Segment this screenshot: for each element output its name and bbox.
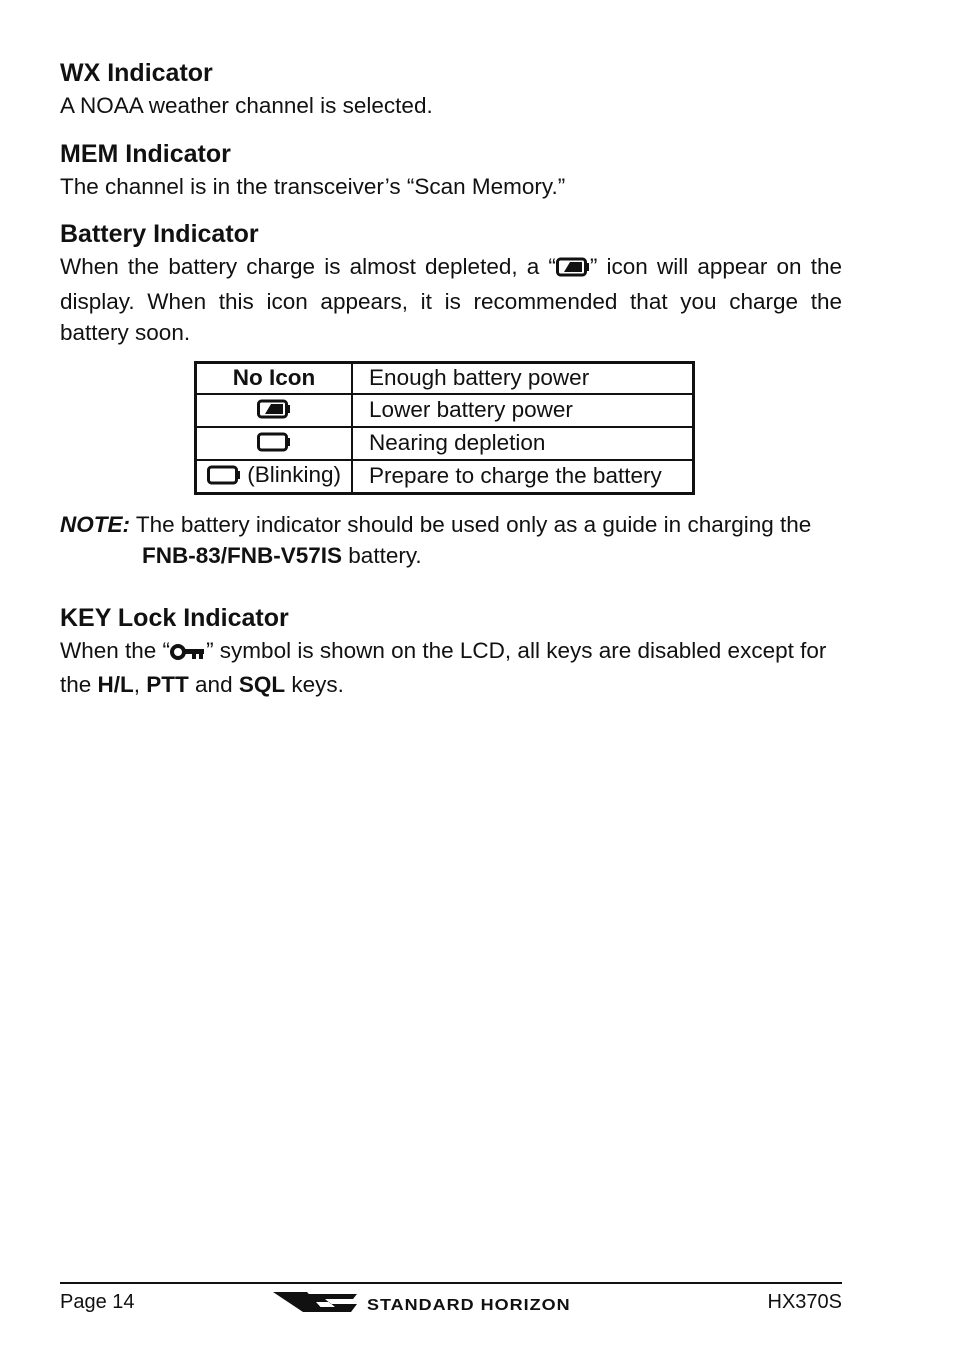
key-lock-section xyxy=(60,601,842,701)
table-row xyxy=(196,394,694,427)
brand-logo xyxy=(273,1290,571,1320)
key-sep-1: , xyxy=(133,672,147,697)
key-icon xyxy=(170,638,206,670)
page-content xyxy=(60,56,842,701)
battery-body xyxy=(60,251,842,349)
description-cell: Lower battery power xyxy=(352,394,694,427)
description-cell: Prepare to charge the battery xyxy=(352,460,694,494)
key-lock-heading: KEY Lock Indicator xyxy=(60,603,289,632)
battery-section xyxy=(60,217,842,495)
indicator-cell xyxy=(196,362,353,394)
note-label: NOTE: xyxy=(60,511,130,537)
battery-status-table xyxy=(194,361,695,495)
note-model: FNB-83/FNB-V57IS xyxy=(142,543,343,568)
no-icon-label: No Icon xyxy=(232,365,316,390)
battery-partial-icon xyxy=(257,398,291,426)
battery-body-text-b: ” icon will appear on the display. When this icon appears, it is recommended that you charge the battery soon. xyxy=(60,254,842,345)
key-ptt: PTT xyxy=(146,672,189,697)
key-lock-text-b: ” symbol is shown on the LCD, all keys are disabled except for the xyxy=(60,637,827,697)
mem-section xyxy=(60,137,842,203)
key-lock-tail: keys. xyxy=(285,672,344,697)
brand-logo-mark-icon xyxy=(273,1290,357,1320)
table-row xyxy=(196,427,694,460)
key-sep-2: and xyxy=(188,672,239,697)
note-text: The battery indicator should be used only as a guide in charging the xyxy=(130,511,812,537)
battery-heading: Battery Indicator xyxy=(60,220,259,248)
key-hl: H/L xyxy=(97,672,134,697)
key-lock-body xyxy=(60,635,842,701)
mem-heading: MEM Indicator xyxy=(60,139,231,168)
battery-empty-icon xyxy=(257,431,291,459)
table-row xyxy=(196,362,694,394)
indicator-cell xyxy=(196,460,353,494)
mem-body: The channel is in the transceiver’s “Scan Memory.” xyxy=(60,173,566,199)
brand-name: STANDARD HORIZON xyxy=(367,1296,571,1314)
battery-note xyxy=(60,509,842,572)
page-number: Page 14 xyxy=(60,1291,135,1313)
battery-body-text-a: When the battery charge is almost depleted, a “ xyxy=(60,254,556,279)
description-cell: Nearing depletion xyxy=(352,427,694,460)
wx-section xyxy=(60,56,842,122)
key-sql: SQL xyxy=(238,672,286,697)
indicator-cell xyxy=(196,394,353,427)
wx-body: A NOAA weather channel is selected. xyxy=(60,93,433,118)
battery-low-icon xyxy=(556,254,590,286)
wx-heading: WX Indicator xyxy=(60,59,213,87)
note-tail: battery. xyxy=(342,543,422,568)
key-lock-text-a: When the “ xyxy=(60,637,171,663)
page-footer xyxy=(60,1290,842,1318)
model-number: HX370S xyxy=(767,1291,842,1313)
battery-empty-icon xyxy=(207,464,241,492)
blinking-label: (Blinking) xyxy=(247,461,342,487)
table-row xyxy=(196,460,694,494)
footer-divider xyxy=(60,1282,842,1284)
note-line-2 xyxy=(60,540,842,572)
description-cell: Enough battery power xyxy=(352,362,694,394)
indicator-cell xyxy=(196,427,353,460)
